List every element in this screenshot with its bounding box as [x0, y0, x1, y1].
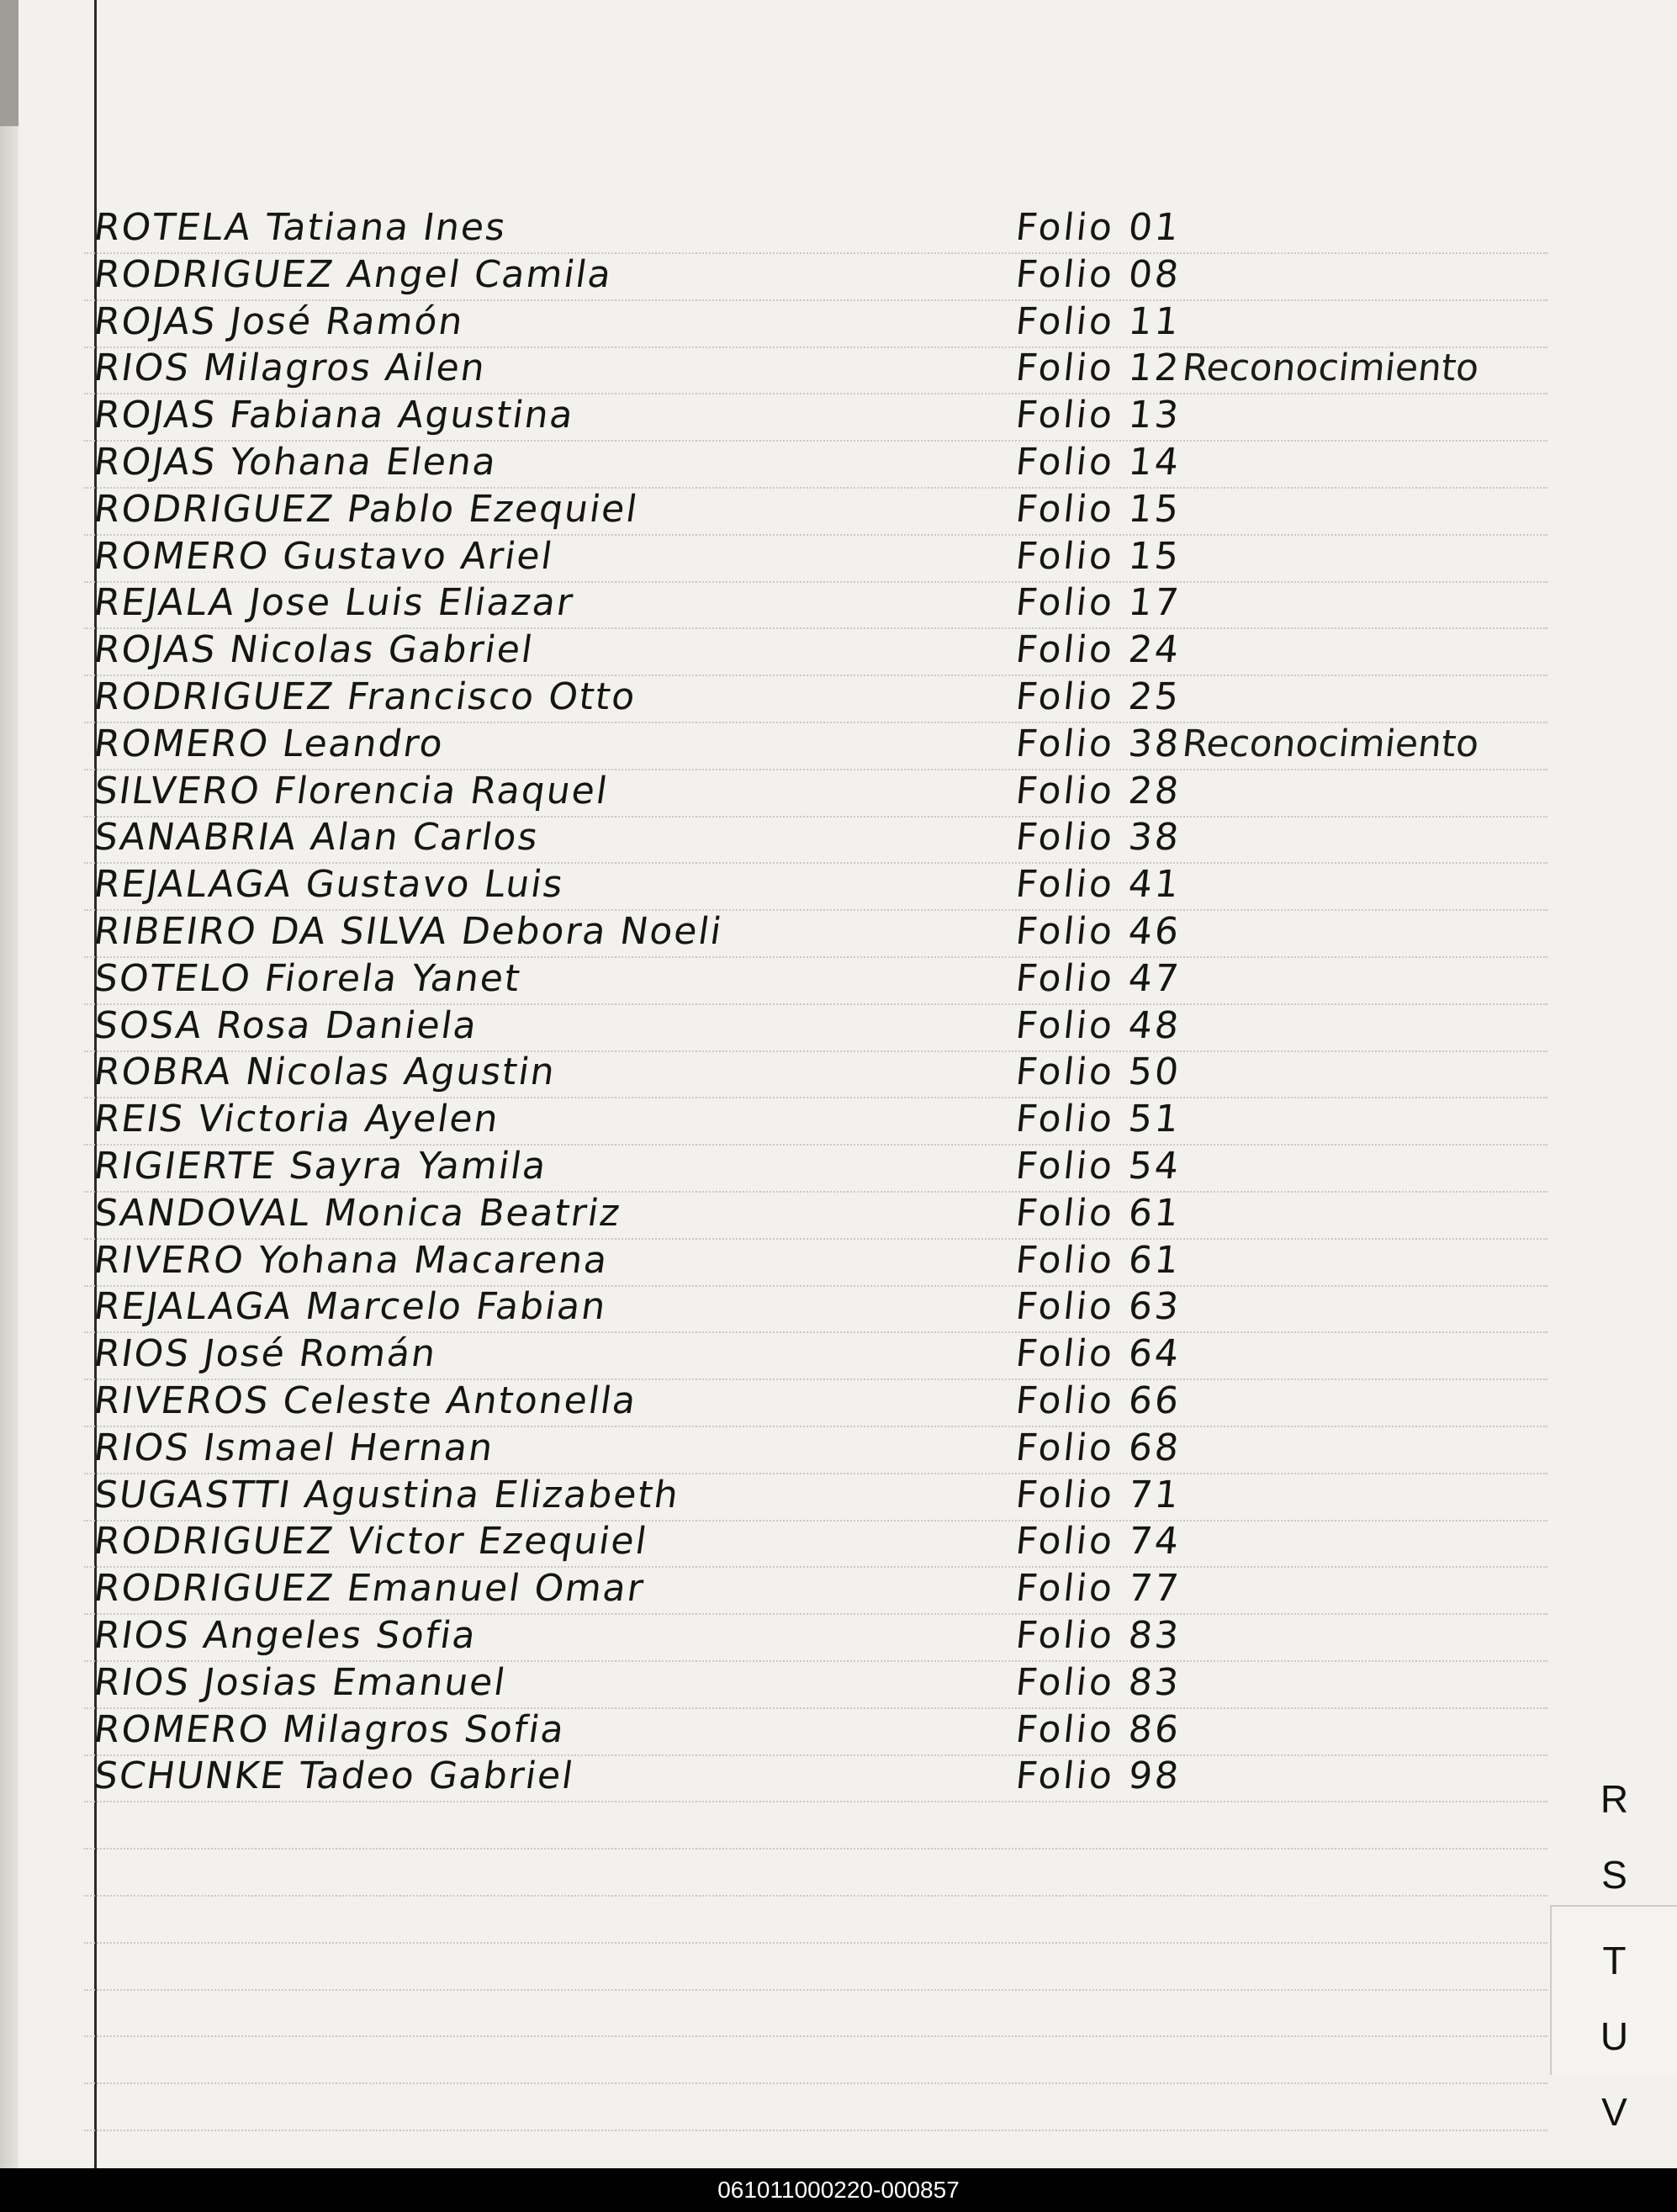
entry-row [0, 627, 1677, 675]
entry-row [0, 205, 1677, 252]
entry-folio-number: Folio 11 [1013, 300, 1183, 343]
entry-folio-number: Folio 68 [1013, 1426, 1183, 1469]
entry-folio [1013, 1520, 1556, 1563]
entry-row [0, 1426, 1677, 1473]
entry-name: SCHUNKE Tadeo Gabriel [91, 1754, 578, 1797]
entry-folio [1013, 1050, 1556, 1093]
entry-folio [1013, 1661, 1556, 1704]
entry-folio-number: Folio 15 [1013, 535, 1183, 578]
entry-folio [1013, 1098, 1556, 1140]
entry-name: SOTELO Fiorela Yanet [91, 957, 525, 1000]
entry-folio-number: Folio 61 [1013, 1239, 1183, 1282]
entry-name: RIOS Ismael Hernan [91, 1426, 497, 1469]
entry-note: Reconocimiento [1180, 722, 1481, 765]
entry-name: ROJAS Nicolas Gabriel [91, 628, 537, 671]
entry-folio [1013, 628, 1556, 671]
entry-name: ROBRA Nicolas Agustin [91, 1050, 559, 1093]
entry-row [0, 862, 1677, 909]
entry-row [0, 1660, 1677, 1707]
entry-folio-number: Folio 17 [1013, 581, 1183, 624]
entry-folio [1013, 394, 1556, 437]
entry-folio [1013, 488, 1556, 531]
entry-row [0, 956, 1677, 1003]
rule-line [84, 1895, 1547, 1897]
entry-folio-number: Folio 77 [1013, 1567, 1183, 1610]
entry-name: RIOS Josias Emanuel [91, 1661, 510, 1704]
entry-name: RODRIGUEZ Pablo Ezequiel [91, 488, 642, 531]
entry-name: RIOS Angeles Sofia [91, 1614, 480, 1657]
entry-row [0, 1566, 1677, 1613]
entry-row [0, 1473, 1677, 1520]
entry-row [0, 722, 1677, 769]
entry-folio-number: Folio 54 [1013, 1145, 1183, 1188]
entry-folio [1013, 535, 1556, 578]
entry-folio [1013, 1379, 1556, 1422]
entry-row [0, 1144, 1677, 1191]
entry-folio-number: Folio 12 [1013, 347, 1183, 389]
entry-note: Reconocimiento [1180, 347, 1481, 389]
entry-folio-number: Folio 86 [1013, 1708, 1183, 1751]
entry-row [0, 1754, 1677, 1801]
entry-row [0, 1707, 1677, 1754]
entry-folio [1013, 581, 1556, 624]
entry-folio-number: Folio 50 [1013, 1050, 1183, 1093]
entry-folio [1013, 1567, 1556, 1610]
entry-name: SILVERO Florencia Raquel [91, 770, 611, 812]
entry-row [0, 675, 1677, 722]
entry-name: REJALA Jose Luis Eliazar [91, 581, 577, 624]
entry-name: ROJAS Yohana Elena [91, 441, 500, 484]
entry-folio [1013, 1708, 1556, 1751]
document-code: 061011000220-000857 [717, 2177, 960, 2203]
entry-row [0, 1050, 1677, 1097]
entry-folio-number: Folio 28 [1013, 770, 1183, 812]
entry-name: ROMERO Gustavo Ariel [91, 535, 557, 578]
entry-folio [1013, 441, 1556, 484]
entry-folio [1013, 1239, 1556, 1282]
entry-row [0, 299, 1677, 347]
entry-folio-number: Folio 25 [1013, 675, 1183, 718]
entry-folio [1013, 863, 1556, 906]
entry-name: ROJAS José Ramón [91, 300, 468, 343]
entry-name: SANDOVAL Monica Beatriz [91, 1192, 624, 1235]
entry-name: RIVERO Yohana Macarena [91, 1239, 611, 1282]
entry-folio-number: Folio 64 [1013, 1332, 1183, 1375]
entry-folio-number: Folio 13 [1013, 394, 1183, 437]
rule-line [84, 2082, 1547, 2084]
entry-folio-number: Folio 47 [1013, 957, 1183, 1000]
entry-folio [1013, 1332, 1556, 1375]
entry-name: RIGIERTE Sayra Yamila [91, 1145, 551, 1188]
entry-folio [1013, 206, 1556, 249]
entry-row [0, 815, 1677, 862]
entry-folio-number: Folio 01 [1013, 206, 1183, 249]
rule-line [84, 2130, 1547, 2131]
entry-name: RIVEROS Celeste Antonella [91, 1379, 641, 1422]
footer-bar [0, 2168, 1677, 2212]
entry-name: REJALAGA Gustavo Luis [91, 863, 568, 906]
entry-name: ROMERO Milagros Sofia [91, 1708, 569, 1751]
entry-folio [1013, 1004, 1556, 1047]
entry-name: RODRIGUEZ Emanuel Omar [91, 1567, 648, 1610]
entry-folio-number: Folio 24 [1013, 628, 1183, 671]
entry-row [0, 769, 1677, 816]
entry-row [0, 909, 1677, 956]
entry-folio-number: Folio 38 [1013, 816, 1183, 859]
entry-folio [1013, 1426, 1556, 1469]
entry-folio [1013, 816, 1556, 859]
entry-folio-number: Folio 61 [1013, 1192, 1183, 1235]
index-tab-u[interactable]: U [1600, 2014, 1629, 2058]
entry-row [0, 1613, 1677, 1660]
entry-folio-number: Folio 51 [1013, 1098, 1183, 1140]
entry-folio-number: Folio 14 [1013, 441, 1183, 484]
entry-row [0, 1238, 1677, 1285]
entry-row [0, 1284, 1677, 1331]
entry-folio-number: Folio 08 [1013, 253, 1183, 296]
entry-name: ROTELA Tatiana Ines [91, 206, 510, 249]
entry-row [0, 440, 1677, 487]
entry-name: ROJAS Fabiana Agustina [91, 394, 578, 437]
entry-row [0, 393, 1677, 440]
index-tab-v[interactable]: V [1601, 2090, 1627, 2134]
entry-row [0, 1519, 1677, 1566]
entry-name: RODRIGUEZ Angel Camila [91, 253, 616, 296]
entry-name: REIS Victoria Ayelen [91, 1098, 503, 1140]
entry-folio-number: Folio 98 [1013, 1754, 1183, 1797]
entry-folio [1013, 910, 1556, 953]
entry-folio-number: Folio 83 [1013, 1614, 1183, 1657]
entry-folio [1013, 675, 1556, 718]
entry-name: RIBEIRO DA SILVA Debora Noeli [91, 910, 726, 953]
rule-line [84, 1942, 1547, 1944]
entry-row [0, 534, 1677, 581]
entry-folio-number: Folio 74 [1013, 1520, 1183, 1563]
entry-folio [1013, 300, 1556, 343]
entry-folio [1013, 1474, 1556, 1516]
entry-folio-number: Folio 15 [1013, 488, 1183, 531]
index-tab-r[interactable]: R [1600, 1777, 1629, 1821]
entry-name: SOSA Rosa Daniela [91, 1004, 481, 1047]
entry-folio-number: Folio 83 [1013, 1661, 1183, 1704]
entry-row [0, 1191, 1677, 1238]
entry-folio [1013, 722, 1556, 765]
entry-name: RIOS Milagros Ailen [91, 347, 489, 389]
entry-folio [1013, 1145, 1556, 1188]
entry-folio-number: Folio 71 [1013, 1474, 1183, 1516]
entry-name: SUGASTTI Agustina Elizabeth [91, 1474, 683, 1516]
entry-folio [1013, 1192, 1556, 1235]
entry-folio [1013, 957, 1556, 1000]
rule-line [84, 1848, 1547, 1850]
entry-folio [1013, 1614, 1556, 1657]
entry-folio-number: Folio 38 [1013, 722, 1183, 765]
entry-row [0, 487, 1677, 534]
rule-line [84, 1989, 1547, 1991]
entry-folio-number: Folio 46 [1013, 910, 1183, 953]
entry-name: REJALAGA Marcelo Fabian [91, 1285, 610, 1328]
entry-folio-number: Folio 41 [1013, 863, 1183, 906]
entry-row [0, 1379, 1677, 1426]
entry-name: RODRIGUEZ Victor Ezequiel [91, 1520, 651, 1563]
entry-name: RIOS José Román [91, 1332, 440, 1375]
entry-name: RODRIGUEZ Francisco Otto [91, 675, 639, 718]
rule-line [84, 1801, 1547, 1802]
entry-row [0, 1331, 1677, 1379]
entry-folio [1013, 1754, 1556, 1797]
binding-shadow [0, 0, 19, 126]
entry-row [0, 346, 1677, 393]
entry-folio [1013, 347, 1556, 389]
entry-folio-number: Folio 66 [1013, 1379, 1183, 1422]
rule-line [84, 2035, 1547, 2037]
entry-row [0, 1097, 1677, 1144]
entry-name: SANABRIA Alan Carlos [91, 816, 542, 859]
entry-folio-number: Folio 48 [1013, 1004, 1183, 1047]
entry-row [0, 252, 1677, 299]
entry-folio-number: Folio 63 [1013, 1285, 1183, 1328]
index-tab-s[interactable]: S [1601, 1853, 1627, 1897]
entry-row [0, 1003, 1677, 1050]
entry-name: ROMERO Leandro [91, 722, 447, 765]
index-tab-t[interactable]: T [1602, 1939, 1627, 1982]
entry-folio [1013, 770, 1556, 812]
entry-row [0, 580, 1677, 627]
entry-folio [1013, 1285, 1556, 1328]
entry-folio [1013, 253, 1556, 296]
